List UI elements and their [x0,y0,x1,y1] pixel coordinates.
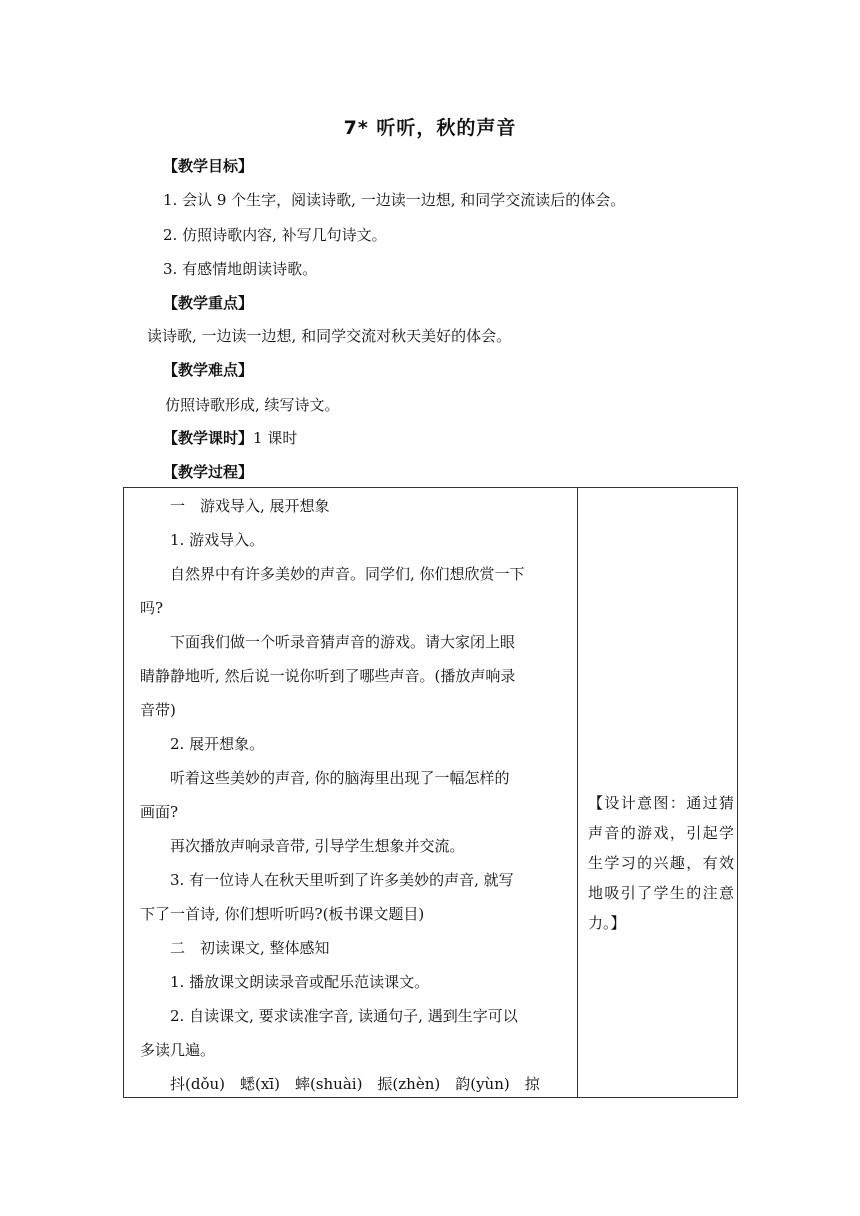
process-line: 2. 自读课文, 要求读准字音, 读通句子, 遇到生字可以 [170,1007,518,1025]
hours-value: 1 课时 [253,429,298,447]
difficulties-heading-label: 【教学难点】 [163,361,254,379]
process-line: 1. 游戏导入。 [170,531,265,549]
process-line: 音带) [140,701,176,719]
difficulties-heading [163,359,253,381]
process-line: 下了一首诗, 你们想听听吗?(板书课文题目) [140,905,425,923]
process-line: 多读几遍。 [140,1041,216,1059]
process-line: 再次播放声响录音带, 引导学生想象并交流。 [170,837,465,855]
hours-row [163,427,297,449]
key-points-text: 读诗歌, 一边读一边想, 和同学交流对秋天美好的体会。 [147,327,512,345]
process-line: 二 初读课文, 整体感知 [170,939,330,957]
process-line: 抖(dǒu) 蟋(xī) 蟀(shuài) 振(zhèn) 韵(yùn) 掠 [170,1075,540,1093]
process-heading-label: 【教学过程】 [163,463,254,481]
process-heading [163,461,253,483]
process-line: 1. 播放课文朗读录音或配乐范读课文。 [170,973,430,991]
process-line: 2. 展开想象。 [170,735,265,753]
process-line: 吗? [140,599,164,617]
process-line: 下面我们做一个听录音猜声音的游戏。请大家闭上眼 [170,633,516,651]
objectives-heading-label: 【教学目标】 [163,157,254,175]
process-line: 自然界中有许多美妙的声音。同学们, 你们想欣赏一下 [170,565,525,583]
process-line: 听着这些美妙的声音, 你的脑海里出现了一幅怎样的 [170,769,510,787]
objectives-heading [163,155,253,177]
page-title: 7* 听听，秋的声音 [343,117,517,139]
design-note: 【设计意图：通过猜声音的游戏，引起学生学习的兴趣，有效地吸引了学生的注意力。】 [588,794,734,932]
process-line: 一 游戏导入, 展开想象 [170,497,330,515]
process-line: 睛静静地听, 然后说一说你听到了哪些声音。(播放声响录 [140,667,516,685]
key-points-heading-label: 【教学重点】 [163,294,254,312]
process-line: 画面? [140,803,179,821]
design-note-cell [578,488,738,1098]
objective-item-1: 1. 会认 9 个生字，阅读诗歌, 一边读一边想, 和同学交流读后的体会。 [163,191,626,209]
process-table [123,487,738,1098]
objective-item-3: 3. 有感情地朗读诗歌。 [163,260,318,278]
key-points-heading [163,292,253,314]
process-line: 3. 有一位诗人在秋天里听到了许多美妙的声音, 就写 [170,871,514,889]
objective-item-2: 2. 仿照诗歌内容, 补写几句诗文。 [163,226,387,244]
process-steps-cell [124,488,578,1098]
difficulties-text: 仿照诗歌形成, 续写诗文。 [165,396,340,414]
hours-heading: 【教学课时】 [163,429,254,447]
